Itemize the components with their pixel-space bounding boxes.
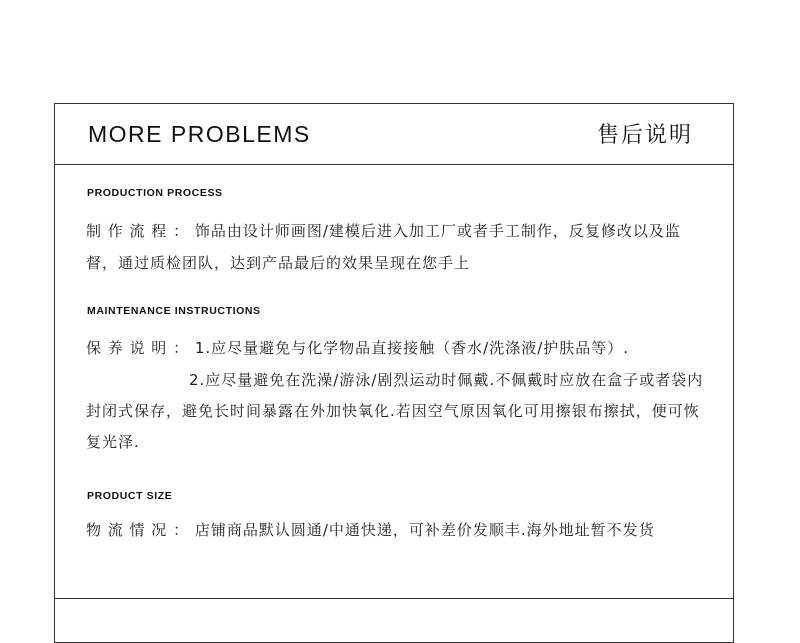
maintenance-line-4: 复光泽. <box>86 433 140 451</box>
production-process-label: PRODUCTION PROCESS <box>87 187 223 199</box>
production-process-line-1: 制 作 流 程 ： 饰品由设计师画图/建模后进入加工厂或者手工制作，反复修改以及监 <box>86 222 681 240</box>
maintenance-line-1: 保 养 说 明 ： 1.应尽量避免与化学物品直接接触（香水/洗涤液/护肤品等）. <box>86 339 630 357</box>
card-header <box>55 104 733 165</box>
maintenance-line-3: 封闭式保存，避免长时间暴露在外加快氧化.若因空气原因氧化可用擦银布擦拭，便可恢 <box>86 402 700 420</box>
shipping-line-1: 物 流 情 况 ： 店铺商品默认圆通/中通快递，可补差价发顺丰.海外地址暂不发货 <box>86 521 655 539</box>
maintenance-line-2: 2.应尽量避免在洗澡/游泳/剧烈运动时佩戴.不佩戴时应放在盒子或者袋内 <box>189 371 704 389</box>
title-english: MORE PROBLEMS <box>88 121 311 147</box>
production-process-line-2: 督，通过质检团队，达到产品最后的效果呈现在您手上 <box>86 254 471 272</box>
maintenance-instructions-label: MAINTENANCE INSTRUCTIONS <box>87 305 261 317</box>
bottom-divider <box>55 598 733 599</box>
after-sales-card <box>54 103 734 643</box>
product-size-label: PRODUCT SIZE <box>87 490 173 502</box>
title-chinese: 售后说明 <box>596 123 693 148</box>
